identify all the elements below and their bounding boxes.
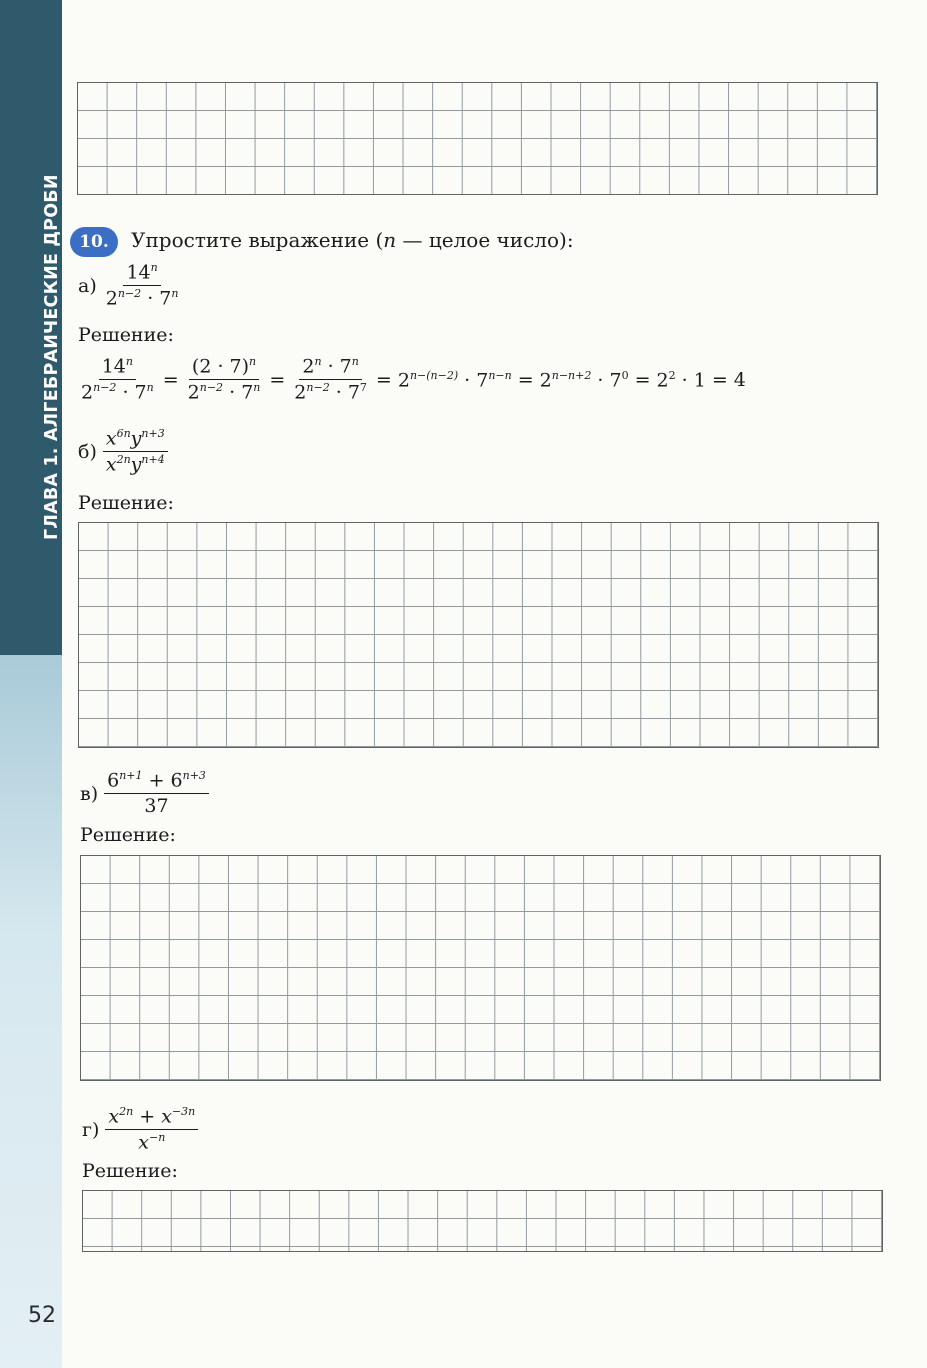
- part-g-den: x: [138, 1131, 149, 1154]
- part-a-num-exp: n: [150, 261, 158, 274]
- page-number: 52: [28, 1303, 56, 1328]
- step2-den2-exp: 7: [359, 381, 367, 395]
- step2-num-exp: n: [314, 355, 322, 368]
- step-0-fraction: [78, 356, 157, 403]
- step-result: 4: [733, 368, 746, 391]
- answer-grid-v: [80, 855, 881, 1081]
- part-a-solution: [78, 356, 746, 403]
- step2-den-exp: n−2: [306, 381, 330, 395]
- part-v-label: в): [80, 782, 99, 805]
- step5-factor: · 1: [681, 368, 706, 391]
- part-g-solution-label: Решение:: [82, 1160, 178, 1182]
- part-g-den-exp: −n: [149, 1131, 166, 1145]
- step2-num2-exp: n: [351, 355, 359, 368]
- part-v-expression: [80, 770, 209, 817]
- part-b-den-x: x: [105, 453, 117, 476]
- part-a-den-dot: ·: [147, 287, 154, 310]
- step3-base: 2: [397, 368, 410, 391]
- step-3: [398, 369, 512, 391]
- eq-sign: =: [711, 368, 728, 391]
- step2-den2: · 7: [335, 381, 360, 404]
- answer-grid-top: [77, 82, 878, 195]
- step1-den2-exp: n: [253, 381, 261, 395]
- part-b-den-y-exp: n+4: [141, 453, 165, 467]
- part-a-den-base2: 7: [159, 287, 172, 310]
- step3-exp: n−(n−2): [409, 368, 459, 382]
- part-g-num-b-exp: −3n: [171, 1105, 196, 1118]
- part-a-fraction: [103, 262, 182, 309]
- part-a-solution-label: Решение:: [78, 324, 174, 346]
- part-b-den-y: y: [130, 453, 142, 476]
- step1-num: (2 · 7): [191, 355, 250, 378]
- step-4: [540, 369, 629, 391]
- part-b-den-x-exp: 2n: [116, 453, 131, 467]
- step0-den2-exp: n: [146, 381, 154, 395]
- part-a-expression: [78, 262, 181, 309]
- step2-num2: · 7: [327, 355, 352, 378]
- part-v-num-a: 6: [107, 769, 120, 792]
- step0-den: 2: [81, 381, 94, 404]
- step-1-fraction: [185, 356, 264, 403]
- part-v-fraction: [104, 770, 209, 817]
- step0-den2: 7: [134, 381, 147, 404]
- step4-base2: · 7: [597, 368, 622, 391]
- part-g-fraction: [105, 1106, 198, 1153]
- part-a-num: 14: [126, 261, 151, 284]
- part-b-fraction: [103, 428, 168, 475]
- part-v-num-b: 6: [170, 769, 183, 792]
- task-prompt-end: — целое число):: [396, 228, 574, 252]
- sidebar-light-band: [0, 655, 62, 1368]
- chapter-title: ГЛАВА 1. АЛГЕБРАИЧЕСКИЕ ДРОБИ: [42, 174, 62, 540]
- part-g-expression: [82, 1106, 198, 1153]
- part-b-solution-label: Решение:: [78, 492, 174, 514]
- eq-sign: =: [162, 368, 179, 391]
- part-v-den: 37: [144, 795, 169, 818]
- part-g-label: г): [82, 1118, 100, 1141]
- step0-num-exp: n: [125, 355, 133, 368]
- part-g-num-a: x: [108, 1105, 120, 1128]
- step1-den2: · 7: [229, 381, 254, 404]
- step1-den-exp: n−2: [199, 381, 224, 395]
- step3-base2: · 7: [464, 368, 489, 391]
- part-g-num-b: x: [161, 1105, 172, 1128]
- step0-den-dot: ·: [122, 381, 129, 404]
- part-b-num-y: y: [130, 427, 142, 450]
- eq-sign: =: [517, 368, 534, 391]
- part-v-num-b-exp: n+3: [182, 769, 206, 782]
- step1-den: 2: [187, 381, 200, 404]
- task-number-badge: 10.: [70, 227, 118, 257]
- part-b-num-y-exp: n+3: [141, 427, 165, 440]
- part-g-num-a-exp: 2n: [119, 1105, 134, 1118]
- task-prompt-var: n: [383, 228, 397, 252]
- part-b-label: б): [78, 440, 97, 463]
- step0-den-exp: n−2: [93, 381, 117, 395]
- answer-grid-b: [78, 522, 879, 748]
- step-2-fraction: [291, 356, 370, 403]
- step2-den: 2: [294, 381, 307, 404]
- step2-num: 2: [302, 355, 315, 378]
- eq-sign: =: [269, 368, 286, 391]
- task-prompt: [131, 228, 574, 252]
- eq-sign: =: [634, 368, 651, 391]
- part-g-plus: +: [139, 1105, 156, 1128]
- part-a-label: а): [78, 274, 97, 297]
- part-v-solution-label: Решение:: [80, 824, 176, 846]
- part-b-num-x: x: [105, 427, 117, 450]
- step1-num-exp: n: [249, 355, 257, 368]
- step4-exp2: 0: [621, 368, 629, 382]
- part-a-den-exp: n−2: [117, 287, 142, 301]
- part-a-den-exp2: n: [171, 287, 179, 301]
- part-b-num-x-exp: 6n: [116, 427, 131, 440]
- step-5: [657, 369, 706, 391]
- answer-grid-g: [82, 1190, 883, 1252]
- eq-sign: =: [375, 368, 392, 391]
- step5-exp: 2: [668, 368, 676, 382]
- part-v-plus: +: [148, 769, 165, 792]
- part-v-num-a-exp: n+1: [119, 769, 143, 782]
- step3-exp2: n−n: [488, 368, 512, 382]
- step0-num: 14: [101, 355, 126, 378]
- part-a-den-base: 2: [105, 287, 118, 310]
- task-prompt-start: Упростите выражение (: [131, 228, 384, 252]
- part-b-expression: [78, 428, 168, 475]
- step4-exp: n−n+2: [551, 368, 592, 382]
- step4-base: 2: [539, 368, 552, 391]
- step5-base: 2: [656, 368, 669, 391]
- chapter-sidebar: [0, 0, 62, 1368]
